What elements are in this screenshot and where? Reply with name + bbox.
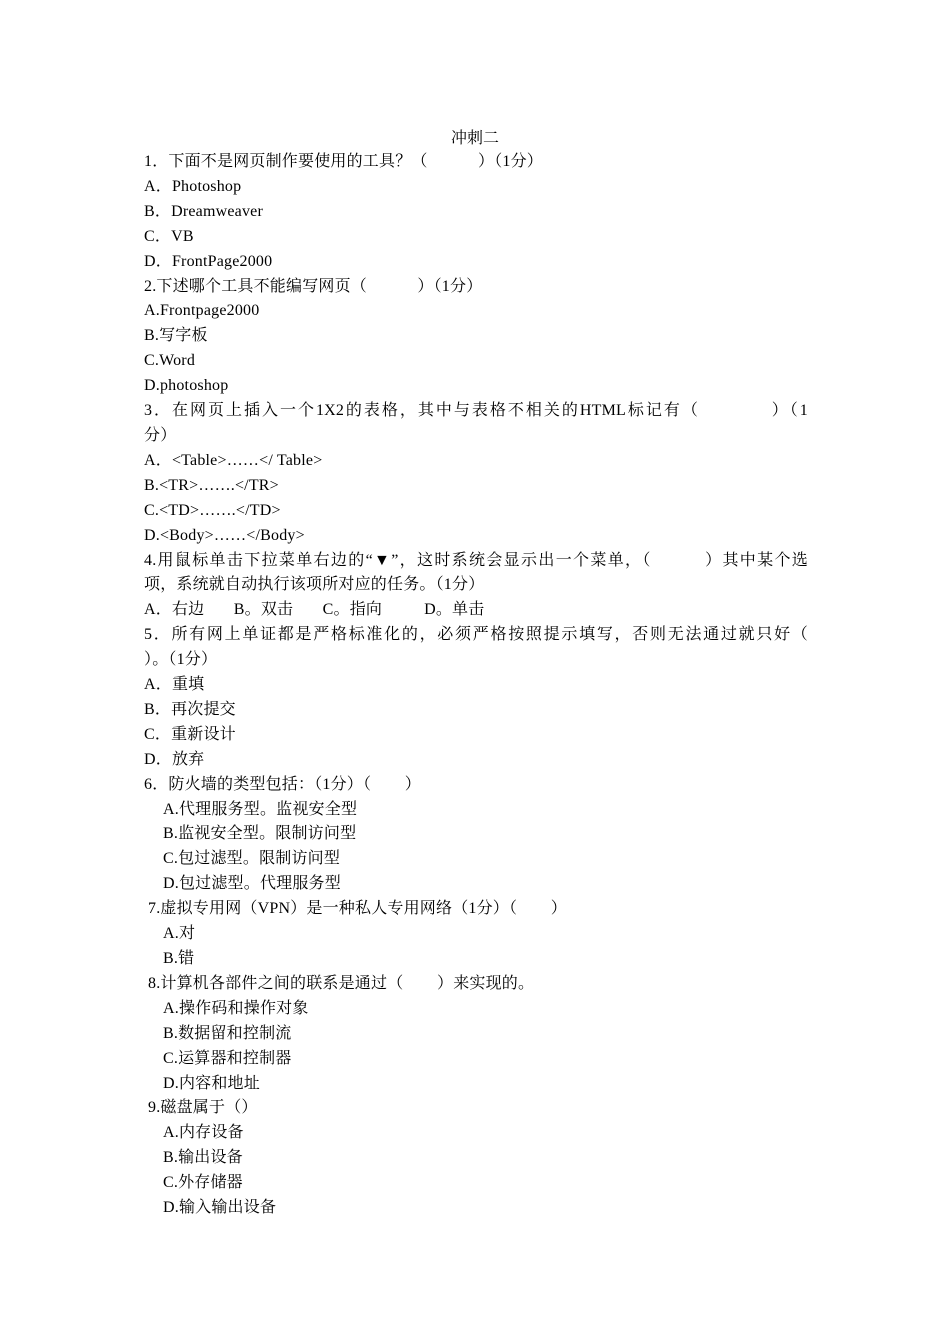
document-title: 冲刺二	[450, 130, 499, 147]
question-2-option-d: D.photoshop	[144, 377, 229, 395]
question-4: 4.用鼠标单击下拉菜单右边的“▼”，这时系统会显示出一个菜单，（ ）其中某个选	[144, 551, 808, 569]
question-7-option-b: B.错	[163, 950, 195, 967]
question-4-options: A．右边 B。双击 C。指向 D。单击	[144, 601, 485, 619]
question-8-option-b: B.数据留和控制流	[163, 1024, 292, 1042]
question-5: 5．所有网上单证都是严格标准化的，必须严格按照提示填写，否则无法通过就只好（	[144, 626, 808, 644]
question-3: 3．在网页上插入一个1X2的表格，其中与表格不相关的HTML标记有（ ）（1	[144, 402, 808, 420]
question-8-option-a: A.操作码和操作对象	[163, 999, 309, 1017]
question-1-option-a: A．Photoshop	[144, 177, 242, 195]
question-8-option-d: D.内容和地址	[163, 1074, 260, 1092]
question-1-option-c: C．VB	[144, 227, 194, 245]
question-9-option-a: A.内存设备	[163, 1124, 244, 1142]
question-5-option-c: C．重新设计	[144, 725, 236, 743]
question-2: 2.下述哪个工具不能编写网页（ ）（1分）	[144, 277, 483, 295]
question-7-option-a: A.对	[163, 925, 196, 943]
question-6-option-c: C.包过滤型。限制访问型	[163, 850, 341, 868]
question-2-option-c: C.Word	[144, 352, 196, 370]
question-6: 6．防火墙的类型包括：（1分）（ ）	[144, 775, 422, 793]
question-3-option-a: A．<Table>……</ Table>	[144, 451, 323, 469]
question-9: 9.磁盘属于（）	[148, 1099, 258, 1117]
question-3-option-d: D.<Body>……</Body>	[144, 526, 305, 544]
question-6-option-b: B.监视安全型。限制访问型	[163, 825, 357, 843]
question-5-option-a: A．重填	[144, 676, 205, 694]
question-5-continuation: ）。（1分）	[144, 651, 218, 669]
question-9-option-b: B.输出设备	[163, 1149, 243, 1167]
question-1-option-b: B．Dreamweaver	[144, 202, 263, 220]
question-9-option-c: C.外存储器	[163, 1174, 243, 1192]
question-4-continuation: 项，系统就自动执行该项所对应的任务。（1分）	[144, 576, 485, 594]
question-7: 7.虚拟专用网（VPN）是一种私人专用网络（1分）（ ）	[148, 900, 568, 918]
question-3-option-c: C.<TD>…….</TD>	[144, 501, 281, 519]
question-5-option-b: B．再次提交	[144, 700, 236, 718]
question-8: 8.计算机各部件之间的联系是通过（ ）来实现的。	[148, 974, 535, 992]
question-1: 1．下面不是网页制作要使用的工具？（ ）（1分）	[144, 153, 544, 170]
question-2-option-a: A.Frontpage2000	[144, 302, 260, 320]
question-1-option-d: D．FrontPage2000	[144, 252, 273, 270]
question-8-option-c: C.运算器和控制器	[163, 1049, 292, 1067]
question-3-option-b: B.<TR>…….</TR>	[144, 476, 279, 494]
question-2-option-b: B.写字板	[144, 327, 208, 345]
question-6-option-d: D.包过滤型。代理服务型	[163, 875, 341, 893]
question-5-option-d: D．放弃	[144, 750, 205, 768]
question-6-option-a: A.代理服务型。监视安全型	[163, 800, 358, 818]
question-3-continuation: 分）	[144, 426, 177, 444]
question-9-option-d: D.输入输出设备	[163, 1199, 277, 1217]
document-body	[144, 150, 808, 1221]
